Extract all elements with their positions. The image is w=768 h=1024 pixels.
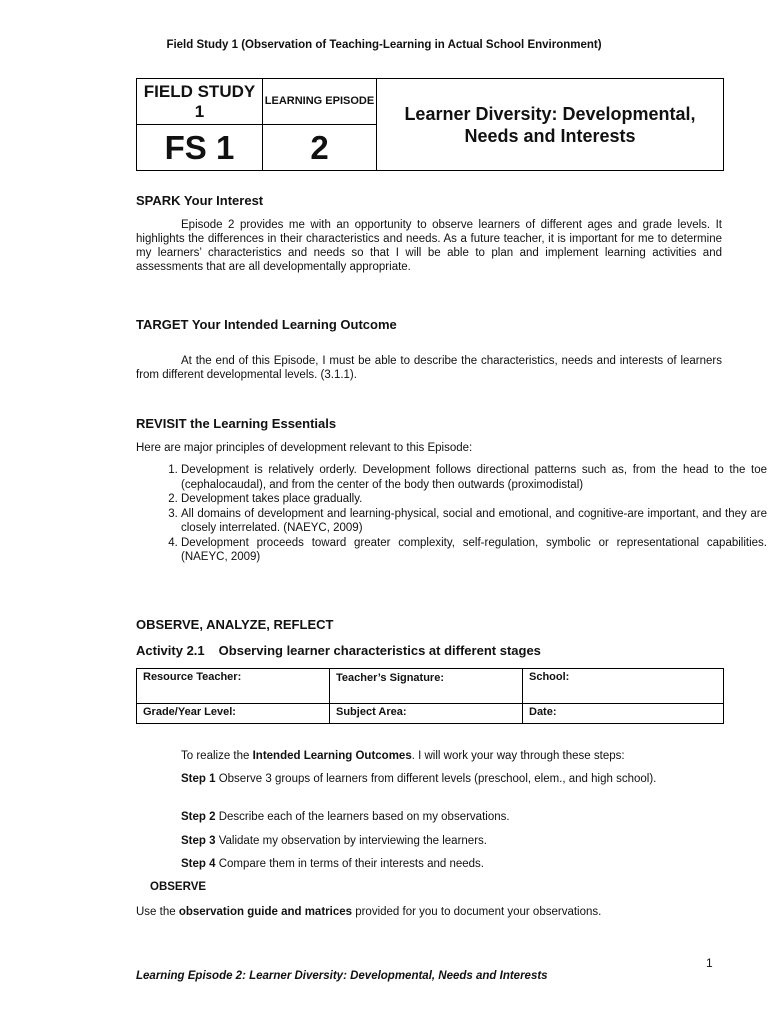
teacher-signature-field: Teacher’s Signature: — [330, 669, 523, 704]
school-field: School: — [523, 669, 724, 704]
step-1: Step 1 Observe 3 groups of learners from different levels (preschool, elem., and high school). — [181, 773, 657, 785]
grade-level-field: Grade/Year Level: — [137, 704, 330, 724]
observe-heading: OBSERVE — [150, 881, 207, 893]
activity-label: Activity 2.1 — [136, 643, 205, 658]
target-text: At the end of this Episode, I must be able to describe the characteristics, needs and interests of learners from different developmental levels. (3.1.1). — [136, 355, 722, 381]
activity-heading — [136, 643, 541, 658]
title-box — [136, 78, 724, 171]
observe-text: Use the observation guide and matrices provided for you to document your observations. — [136, 906, 602, 918]
step-3: Step 3 Validate my observation by interviewing the learners. — [181, 835, 487, 847]
spark-text: Episode 2 provides me with an opportunity to observe learners of different ages and grade levels. It highlights the differences in their characteristics and needs. As a future teacher, it is important for me to determine my learners’ characteristics and needs so that I will be able to plan and implement learning activities and assessments that are all developmentally appropriate. — [136, 219, 722, 273]
steps-intro: To realize the Intended Learning Outcomes. I will work your way through these steps: — [181, 750, 625, 762]
list-item: 4. Development proceeds toward greater complexity, self-regulation, symbolic or representational capabilities. (NAEYC, 2009) — [181, 536, 767, 565]
episode-title: Learner Diversity: Developmental, Needs and Interests — [377, 79, 724, 171]
target-heading: TARGET Your Intended Learning Outcome — [136, 317, 397, 332]
page-footer: Learning Episode 2: Learner Diversity: Developmental, Needs and Interests — [136, 970, 548, 982]
info-table — [136, 668, 724, 724]
fs-label: FS 1 — [137, 125, 263, 171]
principles-list — [136, 463, 767, 565]
subject-area-field: Subject Area: — [330, 704, 523, 724]
revisit-heading: REVISIT the Learning Essentials — [136, 416, 337, 431]
activity-title: Observing learner characteristics at different stages — [218, 643, 541, 658]
list-item: 1. Development is relatively orderly. Development follows directional patterns such as, from the head to the toe (cephalocaudal), and from the center of the body then outwards (proximodistal) — [181, 463, 767, 492]
page-number: 1 — [706, 956, 713, 970]
step-2: Step 2 Describe each of the learners based on my observations. — [181, 811, 510, 823]
revisit-intro: Here are major principles of development relevant to this Episode: — [136, 442, 473, 454]
page-header: Field Study 1 (Observation of Teaching-Learning in Actual School Environment) — [166, 39, 602, 51]
list-item: 2. Development takes place gradually. — [181, 492, 767, 507]
spark-heading: SPARK Your Interest — [136, 193, 264, 208]
resource-teacher-field: Resource Teacher: — [137, 669, 330, 704]
list-item: 3. All domains of development and learning-physical, social and emotional, and cognitive-are important, and they are closely interrelated. (NAEYC, 2009) — [181, 507, 767, 536]
learning-episode-label: LEARNING EPISODE — [263, 79, 377, 125]
episode-number: 2 — [263, 125, 377, 171]
date-field: Date: — [523, 704, 724, 724]
observe-analyze-heading: OBSERVE, ANALYZE, REFLECT — [136, 617, 334, 632]
step-4: Step 4 Compare them in terms of their interests and needs. — [181, 858, 484, 870]
field-study-label: FIELD STUDY 1 — [137, 79, 263, 125]
